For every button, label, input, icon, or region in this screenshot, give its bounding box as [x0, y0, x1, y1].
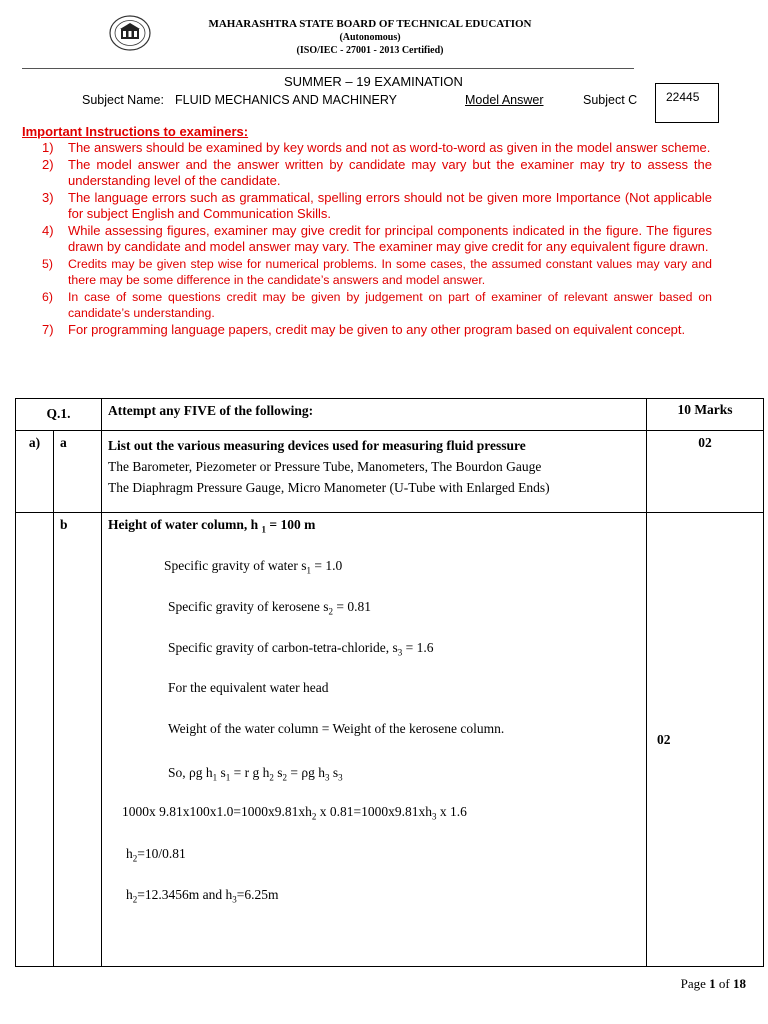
subject-name: FLUID MECHANICS AND MACHINERY	[175, 93, 398, 107]
answer-a-cell	[102, 431, 647, 513]
autonomous-label: (Autonomous)	[339, 32, 401, 43]
page-footer: Page 1 of 18	[680, 976, 746, 991]
instruction-item: 2) The model answer and the answer written by candidate may vary but the examiner may try to assess the understanding level of the candidate.	[42, 156, 712, 188]
answer-b-line: Weight of the water column = Weight of the kerosene column.	[168, 721, 505, 736]
header-divider	[22, 68, 634, 69]
answer-table	[15, 398, 764, 967]
answer-b-line: $h_2=10/0.81$	[126, 846, 186, 864]
answer-b-marks: 02	[647, 513, 764, 967]
answer-b-line: So, ρg $h_1$ $s_1 = r$ g $h_2$ $s_2 = \rho g$ $h_3$ $s_3$	[168, 765, 343, 783]
instructions-title: Important Instructions to examiners:	[22, 124, 249, 139]
instruction-item: 3) The language errors such as grammatical, spelling errors should not be given more Importance (Not applicable for subject English and Communication Skills.	[42, 189, 712, 221]
model-answer-label: Model Answer	[465, 93, 544, 107]
subject-name-label: Subject Name:	[82, 93, 164, 107]
subject-code: 22445	[666, 90, 700, 104]
table-row	[16, 513, 764, 967]
instructions-list	[40, 140, 712, 338]
instruction-item: 5) Credits may be given step wise for numerical problems. In some cases, the assumed constant values may vary and there may be some difference in the candidate’s answers and model answer.	[42, 256, 712, 287]
board-name: MAHARASHTRA STATE BOARD OF TECHNICAL EDUCATION	[208, 18, 532, 30]
answer-a-line: The Diaphragm Pressure Gauge, Micro Manometer (U-Tube with Enlarged Ends)	[108, 480, 550, 495]
question-number: Q.1.	[16, 399, 102, 431]
answer-b-title: Height of water column, h $_1$ = 100 m	[108, 517, 316, 535]
answer-b-line: Specific gravity of water $s_1 = 1.0$	[164, 558, 343, 576]
answer-a-title: List out the various measuring devices used for measuring fluid pressure	[108, 438, 526, 453]
question-title: Attempt any FIVE of the following:	[102, 399, 647, 431]
answer-a-marks: 02	[647, 431, 764, 513]
msbte-logo	[108, 14, 152, 52]
table-row	[16, 431, 764, 513]
part-label: a)	[16, 431, 54, 513]
subject-code-box	[655, 83, 719, 123]
sub-part-label: b	[54, 513, 102, 967]
certification-label: (ISO/IEC - 27001 - 2013 Certified)	[296, 45, 444, 56]
answer-b-line: Specific gravity of carbon-tetra-chloride, $s_3 = 1.6$	[168, 640, 434, 658]
empty-cell	[16, 513, 54, 967]
exam-title: SUMMER – 19 EXAMINATION	[284, 74, 463, 89]
instruction-item: 1) The answers should be examined by key words and not as word-to-word as given in the model answer scheme.	[42, 140, 711, 155]
answer-a-line: The Barometer, Piezometer or Pressure Tube, Manometers, The Bourdon Gauge	[108, 459, 542, 474]
subject-code-label: Subject C	[583, 93, 638, 107]
sub-part-label: a	[54, 431, 102, 513]
answer-b-cell	[102, 513, 647, 967]
instruction-item: 7) For programming language papers, credit may be given to any other program based on equivalent concept.	[42, 321, 686, 337]
answer-b-line: 1000x $9.81x100x1.0=1000x9.81xh_2$ x $0.81=1000x9.81xh_3$ x 1.6	[122, 804, 467, 822]
table-row	[16, 399, 764, 431]
instruction-item: 6) In case of some questions credit may be given by judgement on part of examiner of relevant answer based on candidate’s understanding.	[42, 289, 712, 320]
instruction-item: 4) While assessing figures, examiner may give credit for principal components indicated in the figure. The figures drawn by candidate and model answer may vary. The examiner may give credit for any equivalent figure drawn.	[42, 222, 712, 254]
answer-b-line: $h_2=12.3456m$ and $h_3=6.25m$	[126, 887, 279, 905]
question-marks: 10 Marks	[647, 399, 764, 431]
answer-b-line: For the equivalent water head	[168, 680, 329, 695]
answer-b-line: Specific gravity of kerosene $s_2 = 0.81$	[168, 599, 371, 617]
